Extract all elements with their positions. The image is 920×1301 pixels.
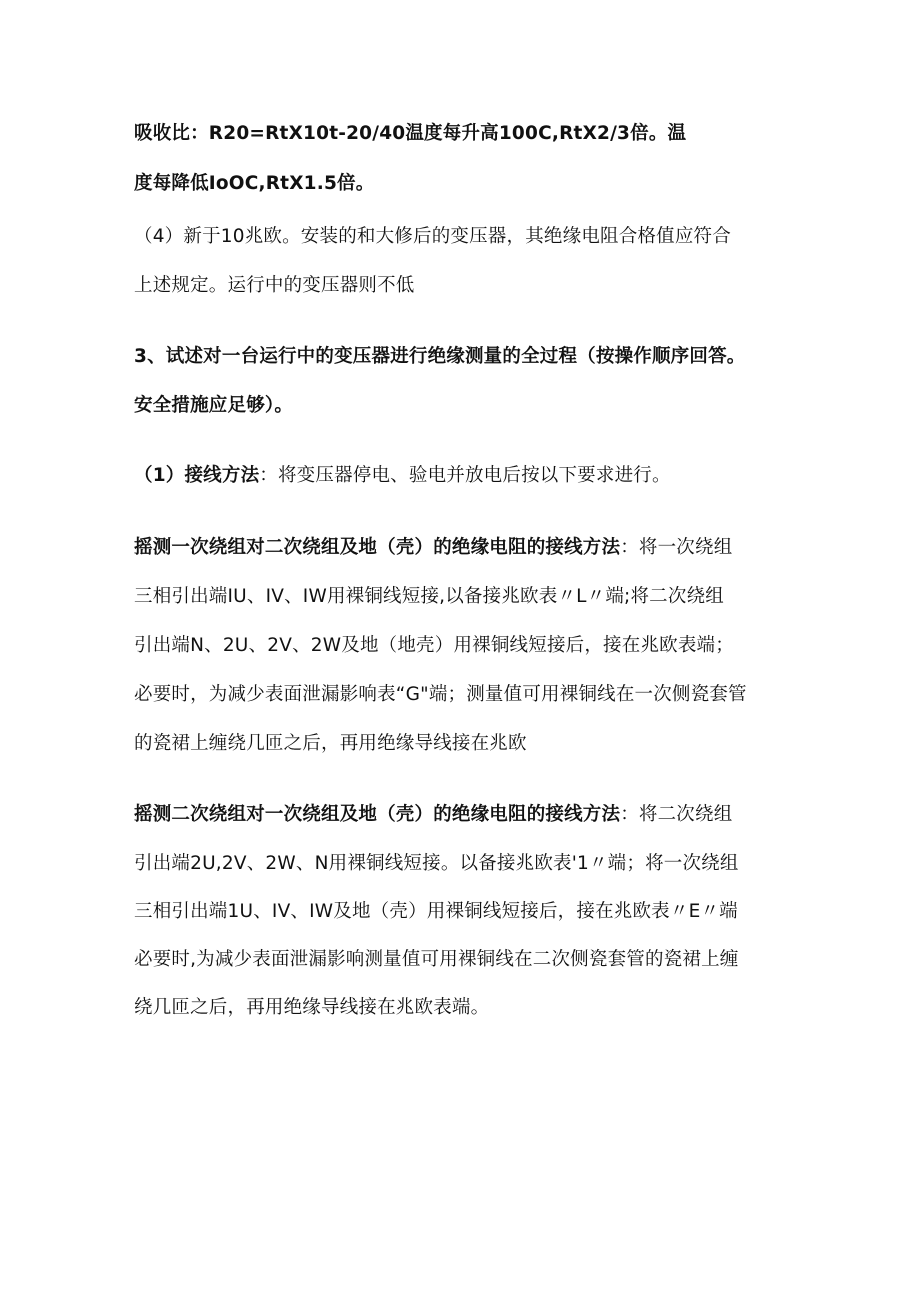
wiring-method-heading bbox=[134, 463, 671, 489]
secondary-test-line-1 bbox=[134, 802, 732, 828]
secondary-test-line-4: 必要时,为减少表面泄漏影响测量值可用裸铜线在二次侧瓷套管的瓷裙上缠 bbox=[134, 949, 739, 970]
secondary-test-line-2: 引出端2U,2V、2W、N用裸铜线短接。以备接兆欧表'1〃端；将一次绕组 bbox=[134, 853, 739, 874]
secondary-test-heading: 摇测二次绕组对一次绕组及地（壳）的绝缘电阻的接线方法 bbox=[134, 804, 621, 825]
item-4-line-1: （4）新于10兆欧。安装的和大修后的变压器，其绝缘电阻合格值应符合 bbox=[134, 226, 731, 247]
wiring-method-label: （1）接线方法 bbox=[134, 465, 260, 486]
wiring-method-text: ：将变压器停电、验电并放电后按以下要求进行。 bbox=[259, 465, 671, 486]
secondary-test-text: ：将二次绕组 bbox=[620, 804, 733, 825]
secondary-test-line-5: 绕几匝之后，再用绝缘导线接在兆欧表端。 bbox=[134, 997, 490, 1018]
primary-test-line-1 bbox=[134, 535, 732, 561]
primary-test-line-5: 的瓷裙上缠绕几匝之后，再用绝缘导线接在兆欧 bbox=[134, 733, 527, 754]
secondary-test-line-3: 三相引出端1U、IV、IW及地（壳）用裸铜线短接后，接在兆欧表〃E〃端 bbox=[134, 901, 738, 922]
primary-test-line-4: 必要时，为减少表面泄漏影响表“G"端；测量值可用裸铜线在一次侧瓷套管 bbox=[134, 684, 747, 705]
primary-test-line-3: 引出端N、2U、2V、2W及地（地壳）用裸铜线短接后，接在兆欧表端； bbox=[134, 635, 734, 656]
absorption-ratio-line-1: 吸收比：R20=RtX10t-20∕40温度每升高100C,RtX2/3倍。温 bbox=[134, 123, 687, 144]
primary-test-heading: 摇测一次绕组对二次绕组及地（壳）的绝缘电阻的接线方法 bbox=[134, 537, 621, 558]
primary-test-line-2: 三相引出端IU、IV、IW用裸铜线短接,以备接兆欧表〃L〃端;将二次绕组 bbox=[134, 586, 724, 607]
question-3-line-1: 3、试述对一台运行中的变压器进行绝缘测量的全过程（按操作顺序回答。 bbox=[134, 346, 746, 367]
question-3-line-2: 安全措施应足够）。 bbox=[134, 395, 294, 416]
primary-test-text: ：将一次绕组 bbox=[620, 537, 733, 558]
absorption-ratio-line-2: 度每降低IoOC,RtX1.5倍。 bbox=[134, 173, 375, 194]
item-4-line-2: 上述规定。运行中的变压器则不低 bbox=[134, 275, 415, 296]
